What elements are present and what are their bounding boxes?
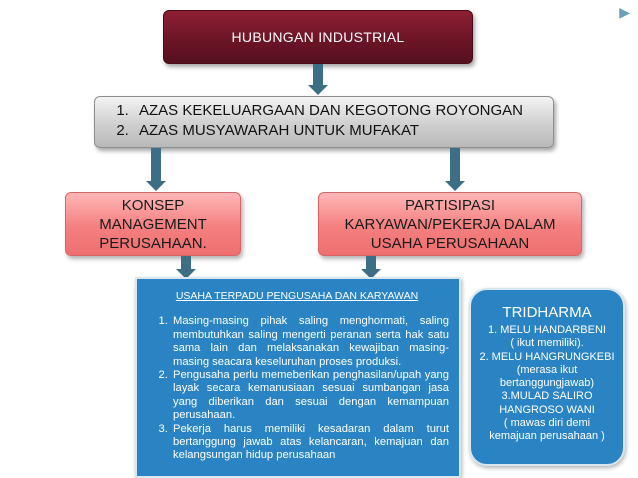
tridharma-line: ( mawas diri demi — [503, 417, 591, 430]
principles-list — [105, 101, 553, 141]
concept-management-box — [65, 192, 241, 256]
integrated-effort-item: 1. Masing-masing pihak saling menghormati, saling membutuhkan saling mengerti peranan serta hak satu sama lain dan melaksanakan kewajiban masing-masing seacara keseluruhan proses produksi. — [171, 315, 449, 369]
principle-item-1: 1. AZAS KEKELUARGAAN DAN KEGOTONG ROYONGAN — [133, 101, 553, 121]
integrated-effort-item: 3. Pekerja harus memiliki kesadaran dalam turut bertanggung jawab atas kelancaran, kemajuan dan kelangsungan hidup perusahaan — [171, 423, 449, 463]
tridharma-line: 2. MELU HANGRUNGKEBI — [479, 350, 615, 363]
principles-box — [94, 96, 554, 148]
arrow-down-icon — [450, 148, 460, 182]
arrow-down-icon — [313, 64, 323, 86]
title-text: HUBUNGAN INDUSTRIAL — [231, 29, 405, 45]
integrated-effort-title: USAHA TERPADU PENGUSAHA DAN KARYAWAN — [175, 290, 419, 302]
employee-participation-text: PARTISIPASI KARYAWAN/PEKERJA DALAM USAHA PERUSAHAAN — [344, 196, 556, 252]
tridharma-line: ( ikut memiliki). — [510, 337, 584, 350]
tridharma-line: HANGROSO WANI — [499, 403, 595, 416]
integrated-effort-item: 2. Pengusaha perlu memeberikan penghasilan/upah yang layak secara kemanusiaan sesuai sumbangan jasa yang diberikan dan sesuai dengan kemampuan perusahaan. — [171, 369, 449, 423]
employee-participation-box — [318, 192, 582, 256]
integrated-effort-panel — [135, 277, 461, 478]
tridharma-line: 3.MULAD SALIRO — [501, 390, 593, 403]
tridharma-panel — [469, 288, 625, 466]
tridharma-line: 1. MELU HANDARBENI — [488, 324, 606, 336]
arrow-down-icon — [151, 148, 161, 182]
tridharma-line: kemajuan perusahaan ) — [489, 430, 605, 443]
corner-arrow-icon: ▶ — [619, 4, 630, 20]
integrated-effort-list — [145, 315, 449, 462]
tridharma-line: (merasa ikut — [516, 363, 578, 376]
concept-management-text: KONSEP MANAGEMENT PERUSAHAAN. — [99, 196, 207, 252]
arrow-down-icon — [181, 256, 191, 270]
tridharma-line: bertanggungjawab) — [499, 377, 595, 390]
tridharma-title: TRIDHARMA — [502, 304, 592, 321]
arrow-down-icon — [366, 256, 376, 270]
title-box — [163, 10, 473, 64]
principle-item-2: 2. AZAS MUSYAWARAH UNTUK MUFAKAT — [133, 121, 553, 141]
